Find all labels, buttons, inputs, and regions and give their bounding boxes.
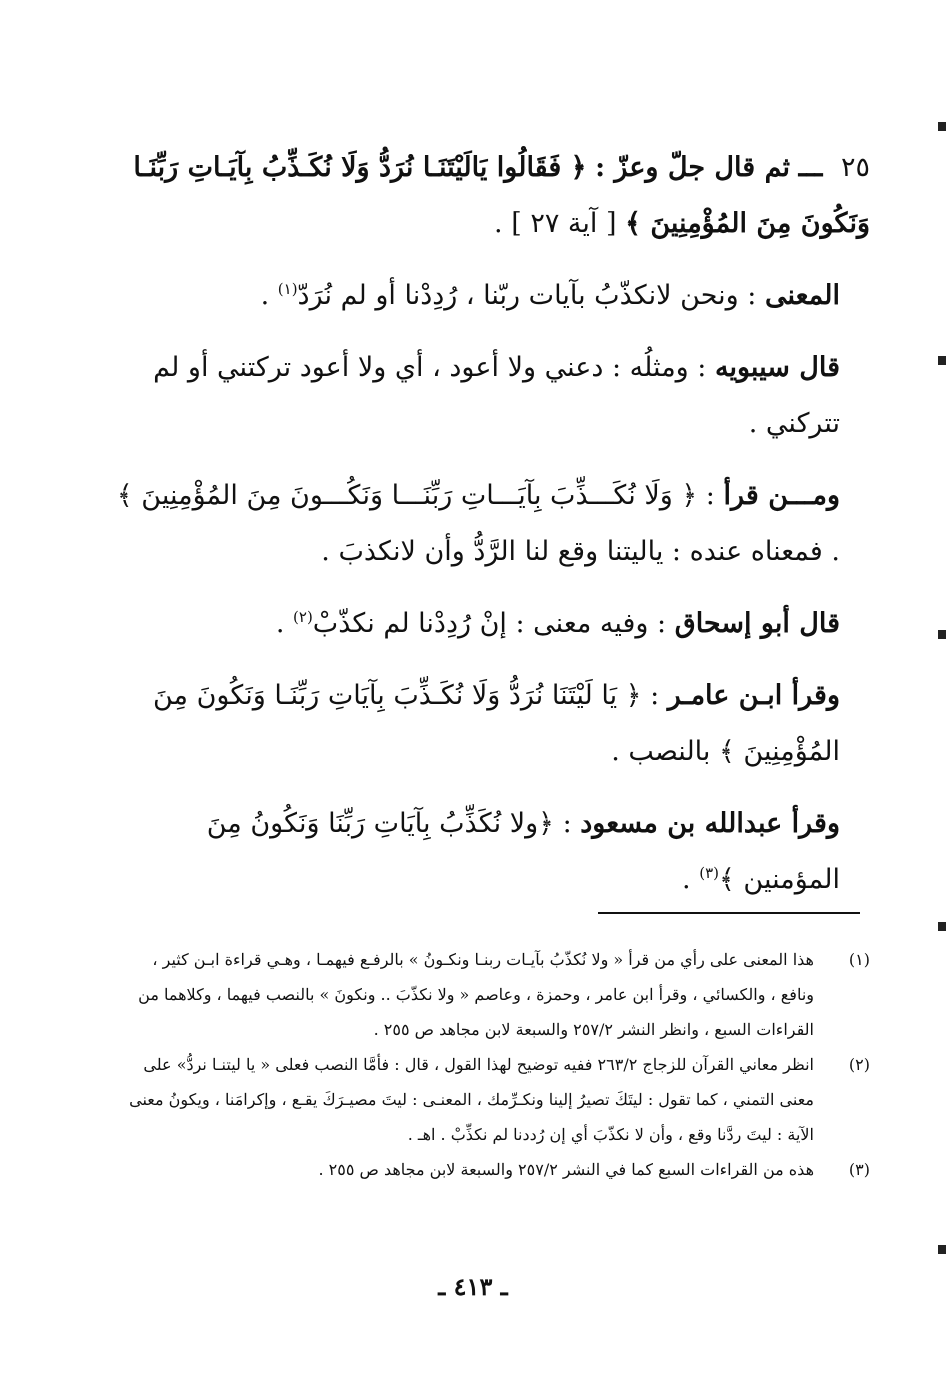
paragraph-ibn-amir: [110, 668, 870, 780]
footnote-number: (٢): [848, 1055, 870, 1074]
footnote-ref: (٣): [699, 864, 719, 882]
margin-mark: [938, 356, 946, 365]
paragraph-text: : وفيه معنى : إنْ رُدِدْنا لم نكذّبْ: [312, 608, 667, 639]
margin-mark: [938, 922, 946, 931]
paragraph-tail: .: [682, 864, 700, 895]
footnote-ref: (١): [277, 280, 298, 298]
paragraph-lead: قال سيبويه: [714, 352, 840, 383]
paragraph-text: : ﴿ يَا لَيْتَنَا نُرَدُّ وَلَا نُكَـذِّبَ بِآيَاتِ رَبِّنَـا وَنَكُونَ مِنَ المُؤْمِنِينَ ﴾ بالنصب .: [153, 680, 840, 767]
footnote-number: (٣): [848, 1160, 870, 1179]
paragraph-text: : ونحن لانكذّبُ بآيات ربّنا ، رُدِدْنا أو لم نُرَدّ: [297, 280, 757, 311]
footnote-number: (١): [848, 950, 870, 969]
footnote-separator: [598, 912, 860, 914]
paragraph-lead: وقرأ عبدالله بن مسعود: [580, 808, 840, 839]
paragraph-lead: قال أبو إسحاق: [674, 608, 840, 639]
paragraph-text: : ﴿ولا نُكَذِّبُ بِآيَاتِ رَبِّنَا وَنَكُونُ مِنَ المؤمنين ﴾: [206, 808, 840, 895]
quran-verse: ﴿ فَقَالُوا يَالَيْتَنَـا نُرَدُّ وَلَا نُكَـذِّبُ بِآيَـاتِ رَبِّنَـا وَنَكُونَ مِنَ المُؤْمِنِينَ ﴾: [133, 152, 870, 239]
footnote-text: انظر معاني القرآن للزجاج ٢٦٣/٢ ففيه توضيح لهذا القول ، قال : فأمَّا النصب فعلى « يا ليتنـا نردُّ» على معنى التمني ، كما تقول : ليتَكَ تصيرُ إلينا ونكـرِّمك ، المعنـى : ليتَ مصيـرَكَ يقـع ، وإكرامَنا ، ويكونُ معنى الآية : ليتَ ردَّنا وقع ، وأن لا نكذّبَ أي إن رُددنا لم نكذِّبْ . اهـ .: [129, 1055, 814, 1144]
footnote-ref: (٢): [293, 608, 313, 626]
paragraph-sibawayh: [110, 340, 870, 452]
margin-mark: [938, 122, 946, 131]
margin-mark: [938, 1245, 946, 1254]
paragraph-meaning: [110, 268, 870, 324]
entry-25: [110, 140, 870, 252]
footnote-1: [118, 942, 870, 1047]
entry-dash: ـــ: [798, 152, 823, 183]
paragraph-abu-ishaq: [110, 596, 870, 652]
paragraph-lead: المعنى: [764, 280, 840, 311]
paragraph-ibn-masud: [110, 796, 870, 908]
footnotes: [118, 942, 870, 1187]
footnote-text: هذه من القراءات السبع كما في النشر ٢٥٧/٢ والسبعة لابن مجاهد ص ٢٥٥ .: [318, 1160, 814, 1179]
entry-number: ٢٥: [840, 152, 870, 183]
paragraph-text: : ﴿ وَلَا نُكَـــذِّبَ بِآيَـــاتِ رَبِّنَـــا وَنَكُـــونَ مِنَ المُؤْمِنِينَ ﴾ . فمعناه عنده : ياليتنا وقع لنا الرَّدُّ وأن لانكذبَ .: [116, 480, 840, 567]
verse-reference: [ آية ٢٧ ] .: [494, 208, 617, 239]
footnote-2: [118, 1047, 870, 1152]
entry-intro: ثم قال جلّ وعزّ :: [595, 152, 791, 183]
page-number: ـ ٤١٣ ـ: [438, 1272, 508, 1301]
main-text: [110, 140, 870, 924]
paragraph-text: : ومثلُه : دعني ولا أعود ، أي ولا أعود تركتني أو لم تتركني .: [153, 352, 840, 439]
paragraph-tail: .: [275, 608, 294, 639]
footnote-3: [118, 1152, 870, 1187]
paragraph-reading-nasb: [110, 468, 870, 580]
footnote-text: هذا المعنى على رأي من قرأ « ولا نُكذّبُ بآيـات ربنـا ونكـونُ » بالرفـع فيهمـا ، وهـي قراءة ابـن كثير ، ونافع ، والكسائي ، وقرأ ابن عامر ، وحمزة ، وعاصم « ولا نكذّبَ .. ونكونَ » بالنصب فيهما ، وكلاهما من القراءات السبع ، وانظر النشر ٢٥٧/٢ والسبعة لابن مجاهد ص ٢٥٥ .: [138, 950, 814, 1039]
paragraph-tail: .: [260, 280, 278, 311]
paragraph-lead: وقرأ ابـن عامـر: [667, 680, 840, 711]
paragraph-lead: ومـــن قرأ: [723, 480, 840, 511]
margin-mark: [938, 630, 946, 639]
